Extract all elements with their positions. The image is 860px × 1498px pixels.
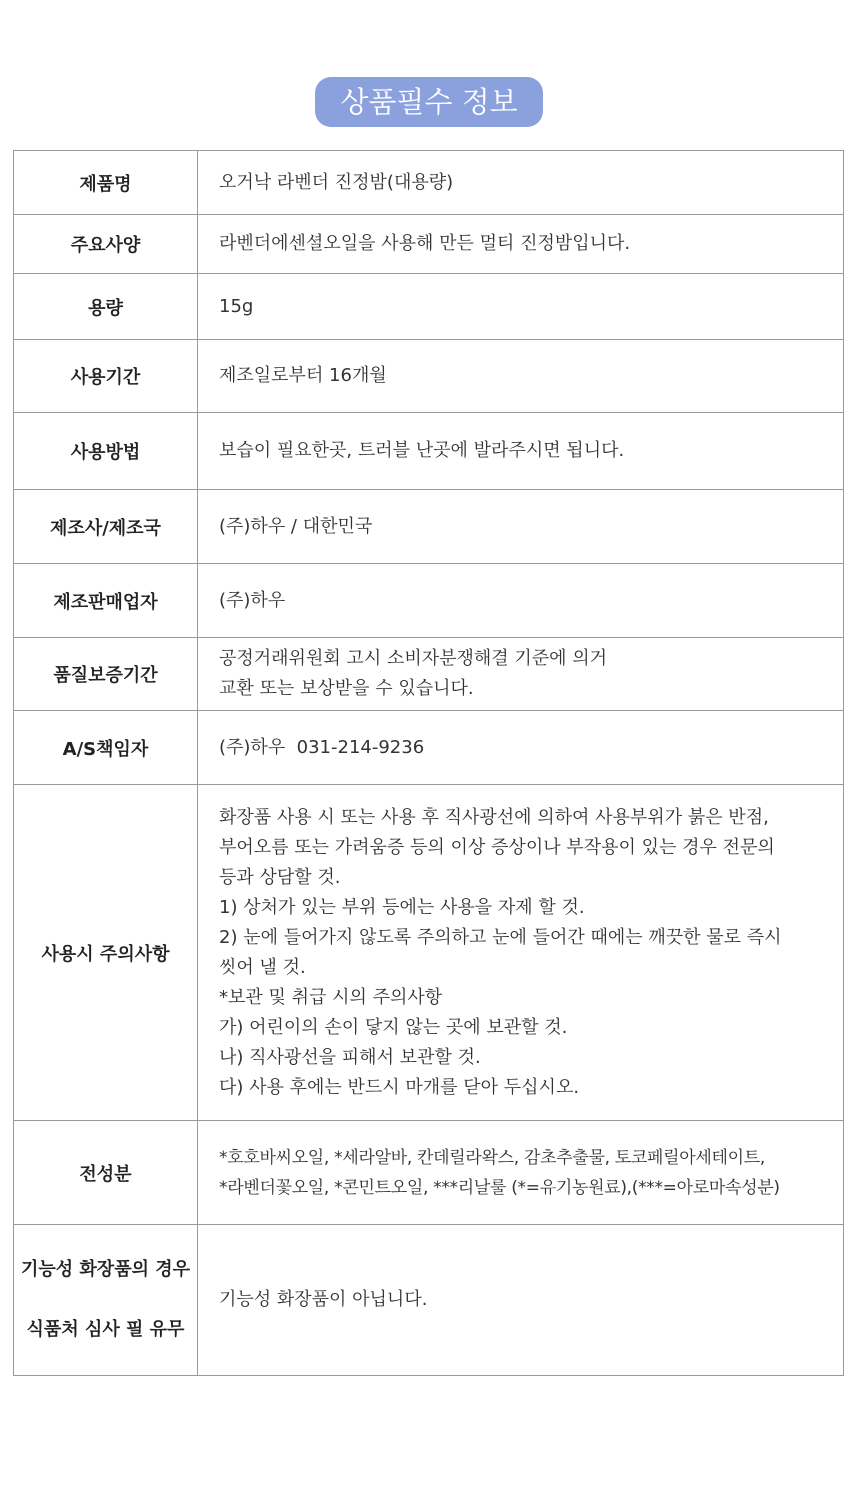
table-row: [14, 215, 844, 274]
ingredient-line: *호호바씨오일, *세라알바, 칸데릴라왁스, 감초추출물, 토코페릴아세테이트,: [219, 1147, 765, 1168]
row-label-usage-period: 사용기간: [14, 340, 198, 413]
row-label-functional-cosmetic: [14, 1225, 198, 1376]
table-row: [14, 711, 844, 785]
row-label-precautions: 사용시 주의사항: [14, 785, 198, 1121]
precaution-line: 2) 눈에 들어가지 않도록 주의하고 눈에 들어간 때에는 깨끗한 물로 즉시: [219, 926, 782, 948]
row-value-precautions: [198, 785, 844, 1121]
table-row: [14, 564, 844, 638]
row-label-main-spec: 주요사양: [14, 215, 198, 274]
product-info-table: [13, 150, 844, 1376]
functional-label-line: 식품처 심사 필 유무: [26, 1319, 185, 1340]
row-value-warranty: [198, 638, 844, 711]
row-value-ingredients: [198, 1121, 844, 1225]
precaution-line: 씻어 낼 것.: [219, 956, 306, 978]
row-value-capacity: 15g: [198, 274, 844, 340]
row-value-usage-period: 제조일로부터 16개월: [198, 340, 844, 413]
precaution-line: *보관 및 취급 시의 주의사항: [219, 986, 443, 1008]
precaution-line: 등과 상담할 것.: [219, 866, 341, 888]
ingredient-line: *라벤더꽃오일, *콘민트오일, ***리날룰 (*=유기농원료),(***=아로마속성분): [219, 1177, 780, 1198]
row-value-product-name: 오거낙 라벤더 진정밤(대용량): [198, 151, 844, 215]
table-row: [14, 340, 844, 413]
row-label-distributor: 제조판매업자: [14, 564, 198, 638]
table-row: [14, 785, 844, 1121]
table-row: [14, 638, 844, 711]
table-row: [14, 1225, 844, 1376]
precaution-line: 나) 직사광선을 피해서 보관할 것.: [219, 1046, 481, 1068]
row-label-usage-method: 사용방법: [14, 413, 198, 490]
warranty-line: 공정거래위원회 고시 소비자분쟁해결 기준에 의거: [219, 648, 608, 669]
table-row: [14, 1121, 844, 1225]
precaution-line: 다) 사용 후에는 반드시 마개를 닫아 두십시오.: [219, 1076, 580, 1098]
precaution-line: 부어오름 또는 가려움증 등의 이상 증상이나 부작용이 있는 경우 전문의: [219, 836, 775, 858]
warranty-line: 교환 또는 보상받을 수 있습니다.: [219, 678, 474, 699]
row-value-usage-method: 보습이 필요한곳, 트러블 난곳에 발라주시면 됩니다.: [198, 413, 844, 490]
row-label-as-manager: A/S책임자: [14, 711, 198, 785]
row-label-manufacturer: 제조사/제조국: [14, 490, 198, 564]
row-value-functional-cosmetic: 기능성 화장품이 아닙니다.: [198, 1225, 844, 1376]
table-row: [14, 413, 844, 490]
table-row: [14, 490, 844, 564]
functional-label-line: 기능성 화장품의 경우: [20, 1259, 191, 1280]
row-value-as-manager: (주)하우 031-214-9236: [198, 711, 844, 785]
row-value-distributor: (주)하우: [198, 564, 844, 638]
section-title: 상품필수 정보: [315, 77, 543, 127]
precaution-line: 화장품 사용 시 또는 사용 후 직사광선에 의하여 사용부위가 붉은 반점,: [219, 806, 769, 828]
row-label-ingredients: 전성분: [14, 1121, 198, 1225]
row-value-manufacturer: (주)하우 / 대한민국: [198, 490, 844, 564]
row-value-main-spec: 라벤더에센셜오일을 사용해 만든 멀티 진정밤입니다.: [198, 215, 844, 274]
precaution-line: 가) 어린이의 손이 닿지 않는 곳에 보관할 것.: [219, 1016, 568, 1038]
precaution-line: 1) 상처가 있는 부위 등에는 사용을 자제 할 것.: [219, 896, 585, 918]
table-row: [14, 274, 844, 340]
table-row: [14, 151, 844, 215]
row-label-capacity: 용량: [14, 274, 198, 340]
row-label-product-name: 제품명: [14, 151, 198, 215]
row-label-warranty: 품질보증기간: [14, 638, 198, 711]
